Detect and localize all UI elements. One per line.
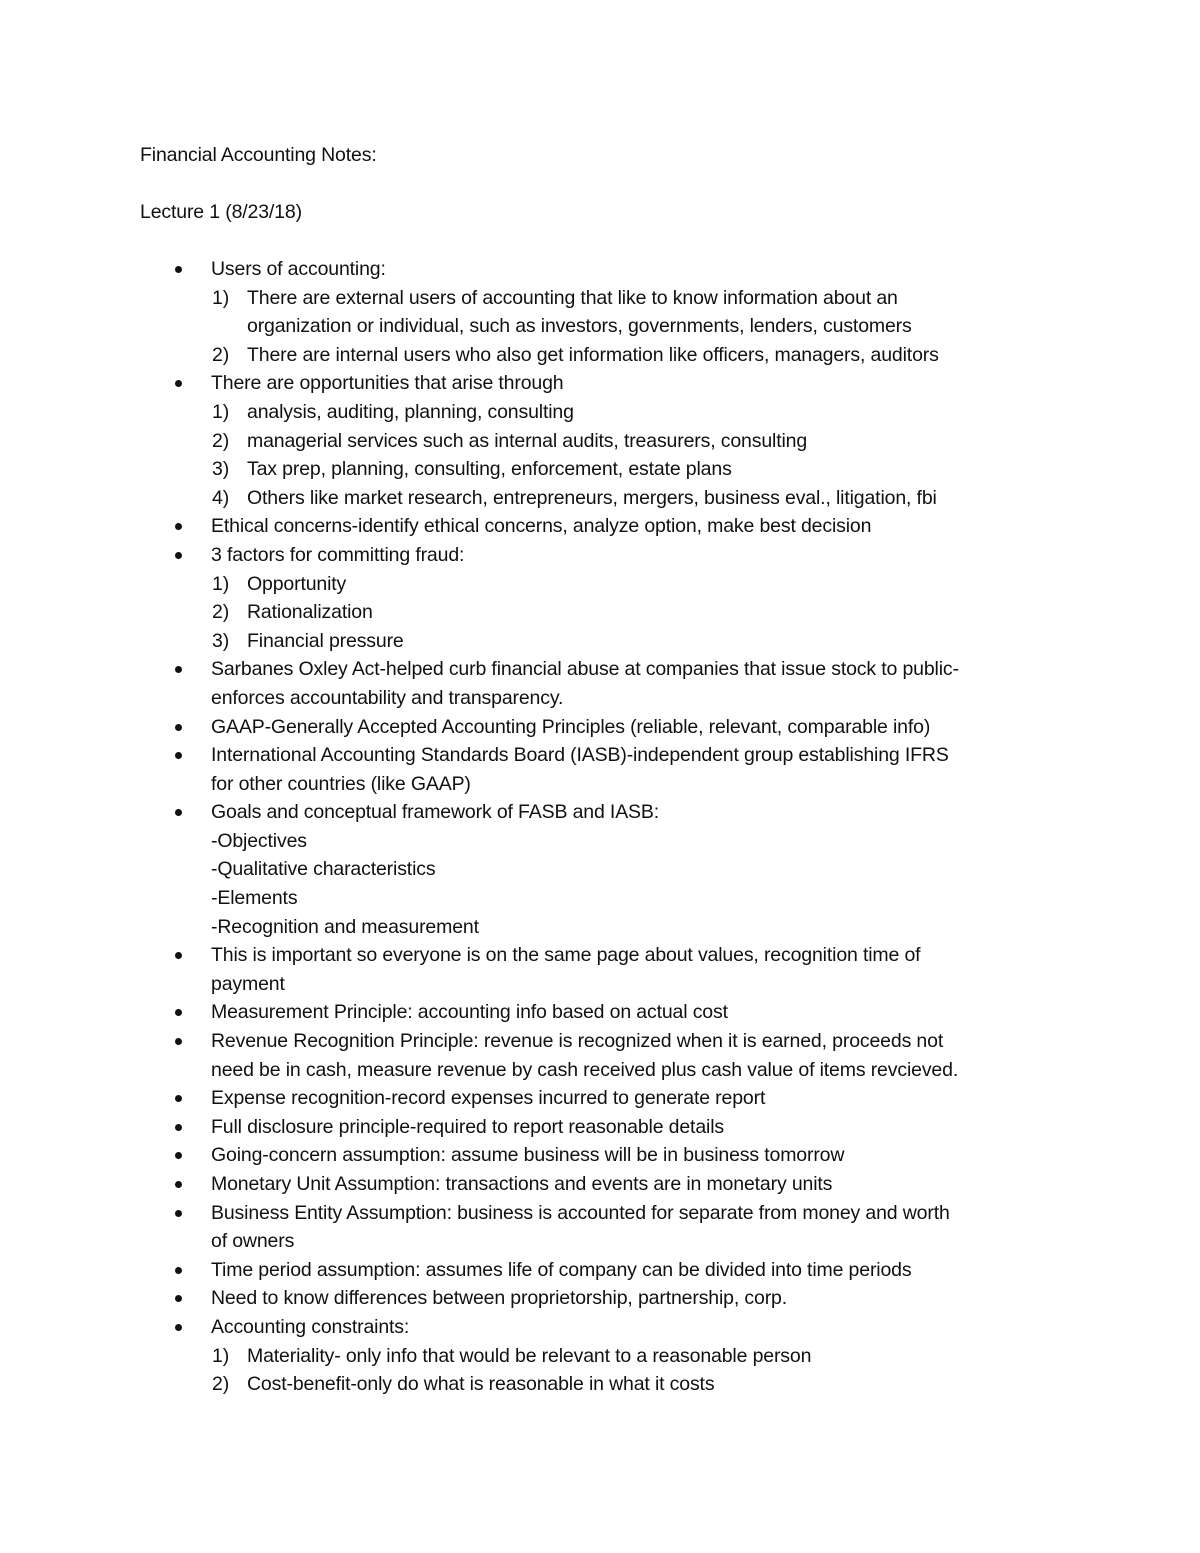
numbered-item-text-line: Rationalization bbox=[247, 601, 373, 624]
bullet-text-line: GAAP-Generally Accepted Accounting Principles (reliable, relevant, comparable info) bbox=[211, 715, 931, 738]
document-title: Financial Accounting Notes: bbox=[140, 144, 377, 166]
item-number: 1) bbox=[212, 1344, 230, 1367]
bullet-dot-icon bbox=[175, 1295, 182, 1302]
item-number: 3) bbox=[212, 629, 230, 652]
numbered-item bbox=[211, 1342, 1060, 1371]
bullet-dot-icon bbox=[175, 1038, 182, 1045]
bullet-item bbox=[140, 512, 1060, 541]
item-number: 1) bbox=[212, 286, 230, 309]
numbered-item bbox=[211, 455, 1060, 484]
bullet-item bbox=[140, 941, 1060, 998]
bullet-dot-icon bbox=[175, 809, 182, 816]
numbered-item bbox=[211, 284, 1060, 341]
numbered-item-text-line: Materiality- only info that would be relevant to a reasonable person bbox=[247, 1344, 812, 1367]
numbered-sublist bbox=[211, 284, 1060, 370]
bullet-item bbox=[140, 1199, 1060, 1256]
numbered-item-text-line: Cost-benefit-only do what is reasonable in what it costs bbox=[247, 1373, 715, 1396]
numbered-item-text-line: Tax prep, planning, consulting, enforcement, estate plans bbox=[247, 458, 732, 481]
bullet-text-line: need be in cash, measure revenue by cash received plus cash value of items revcieved. bbox=[211, 1058, 959, 1081]
bullet-text-line: Full disclosure principle-required to report reasonable details bbox=[211, 1115, 724, 1138]
bullet-item bbox=[140, 655, 1060, 712]
item-number: 2) bbox=[212, 1373, 230, 1396]
numbered-sublist bbox=[211, 1342, 1060, 1399]
item-number: 3) bbox=[212, 458, 230, 481]
bullet-dot-icon bbox=[175, 266, 182, 273]
bullet-text-line: Revenue Recognition Principle: revenue is recognized when it is earned, proceeds not bbox=[211, 1030, 944, 1053]
bullet-dot-icon bbox=[175, 1152, 182, 1159]
bullet-text-line: Expense recognition-record expenses incurred to generate report bbox=[211, 1087, 766, 1110]
bullet-item bbox=[140, 1256, 1060, 1285]
bullet-item bbox=[140, 798, 1060, 941]
item-number: 2) bbox=[212, 429, 230, 452]
numbered-item bbox=[211, 427, 1060, 456]
bullet-dot-icon bbox=[175, 1181, 182, 1188]
bullet-text-line: Ethical concerns-identify ethical concerns, analyze option, make best decision bbox=[211, 515, 872, 538]
bullet-item bbox=[140, 1170, 1060, 1199]
item-number: 1) bbox=[212, 572, 230, 595]
numbered-item bbox=[211, 598, 1060, 627]
bullet-text-line: enforces accountability and transparency. bbox=[211, 686, 564, 709]
item-number: 2) bbox=[212, 343, 230, 366]
bullet-item bbox=[140, 741, 1060, 798]
numbered-sublist bbox=[211, 398, 1060, 512]
item-number: 4) bbox=[212, 486, 230, 509]
bullet-text-line: for other countries (like GAAP) bbox=[211, 772, 471, 795]
bullet-dot-icon bbox=[175, 724, 182, 731]
bullet-text-line: Going-concern assumption: assume business will be in business tomorrow bbox=[211, 1144, 845, 1167]
item-number: 2) bbox=[212, 601, 230, 624]
numbered-item bbox=[211, 398, 1060, 427]
bullet-text-line: Goals and conceptual framework of FASB and IASB: bbox=[211, 801, 660, 824]
bullet-text-line: -Qualitative characteristics bbox=[211, 858, 436, 881]
bullet-dot-icon bbox=[175, 523, 182, 530]
bullet-text-line: Measurement Principle: accounting info based on actual cost bbox=[211, 1001, 728, 1024]
numbered-item-text-line: organization or individual, such as investors, governments, lenders, customers bbox=[247, 315, 912, 338]
bullet-dot-icon bbox=[175, 1124, 182, 1131]
bullet-text-line: Need to know differences between proprietorship, partnership, corp. bbox=[211, 1287, 788, 1310]
bullet-text-line: payment bbox=[211, 972, 285, 995]
bullet-text-line: of owners bbox=[211, 1230, 295, 1253]
numbered-item bbox=[211, 341, 1060, 370]
numbered-item-text-line: Financial pressure bbox=[247, 629, 404, 652]
bullet-dot-icon bbox=[175, 552, 182, 559]
bullet-text-line: 3 factors for committing fraud: bbox=[211, 543, 465, 566]
bullet-dot-icon bbox=[175, 380, 182, 387]
bullet-dot-icon bbox=[175, 666, 182, 673]
bullet-text-line: International Accounting Standards Board (IASB)-independent group establishing IFRS bbox=[211, 744, 949, 767]
numbered-sublist bbox=[211, 570, 1060, 656]
bullet-dot-icon bbox=[175, 1267, 182, 1274]
bullet-text-line: This is important so everyone is on the same page about values, recognition time of bbox=[211, 944, 921, 967]
bullet-text-line: Users of accounting: bbox=[211, 258, 386, 280]
bullet-item bbox=[140, 1113, 1060, 1142]
bullet-item bbox=[140, 1084, 1060, 1113]
bullet-text-line: There are opportunities that arise through bbox=[211, 372, 564, 395]
numbered-item-text-line: Opportunity bbox=[247, 572, 347, 595]
numbered-item bbox=[211, 1370, 1060, 1399]
numbered-item-text-line: There are internal users who also get information like officers, managers, auditors bbox=[247, 343, 939, 366]
numbered-item-text-line: There are external users of accounting that like to know information about an bbox=[247, 286, 898, 309]
bullet-item bbox=[140, 369, 1060, 512]
bullet-text-line: -Elements bbox=[211, 887, 298, 910]
numbered-item bbox=[211, 484, 1060, 513]
numbered-item-text-line: Others like market research, entrepreneurs, mergers, business eval., litigation, fbi bbox=[247, 486, 937, 509]
bullet-item bbox=[140, 1284, 1060, 1313]
paragraph-gap bbox=[140, 170, 1060, 198]
bullet-dot-icon bbox=[175, 1095, 182, 1102]
bullet-item bbox=[140, 541, 1060, 655]
bullet-item bbox=[140, 255, 1060, 369]
bullet-list bbox=[140, 255, 1060, 1399]
bullet-text-line: Accounting constraints: bbox=[211, 1315, 410, 1338]
bullet-dot-icon bbox=[175, 1009, 182, 1016]
bullet-text-line: -Recognition and measurement bbox=[211, 915, 479, 938]
bullet-dot-icon bbox=[175, 1210, 182, 1217]
numbered-item bbox=[211, 570, 1060, 599]
bullet-text-line: Time period assumption: assumes life of company can be divided into time periods bbox=[211, 1258, 912, 1281]
bullet-text-line: Monetary Unit Assumption: transactions and events are in monetary units bbox=[211, 1173, 833, 1195]
item-number: 1) bbox=[212, 400, 230, 423]
bullet-item bbox=[140, 998, 1060, 1027]
lecture-heading: Lecture 1 (8/23/18) bbox=[140, 201, 302, 223]
numbered-item-text-line: analysis, auditing, planning, consulting bbox=[247, 400, 574, 423]
bullet-item bbox=[140, 1027, 1060, 1084]
bullet-item bbox=[140, 1141, 1060, 1170]
numbered-item-text-line: managerial services such as internal audits, treasurers, consulting bbox=[247, 429, 808, 452]
numbered-item bbox=[211, 627, 1060, 656]
bullet-dot-icon bbox=[175, 1324, 182, 1331]
bullet-item bbox=[140, 713, 1060, 742]
bullet-text-line: Sarbanes Oxley Act-helped curb financial abuse at companies that issue stock to public- bbox=[211, 658, 959, 681]
bullet-text-line: Business Entity Assumption: business is accounted for separate from money and worth bbox=[211, 1201, 950, 1224]
bullet-item bbox=[140, 1313, 1060, 1399]
bullet-text-line: -Objectives bbox=[211, 829, 307, 852]
bullet-dot-icon bbox=[175, 752, 182, 759]
bullet-dot-icon bbox=[175, 952, 182, 959]
paragraph-gap bbox=[140, 227, 1060, 255]
document-body bbox=[140, 141, 1060, 1399]
